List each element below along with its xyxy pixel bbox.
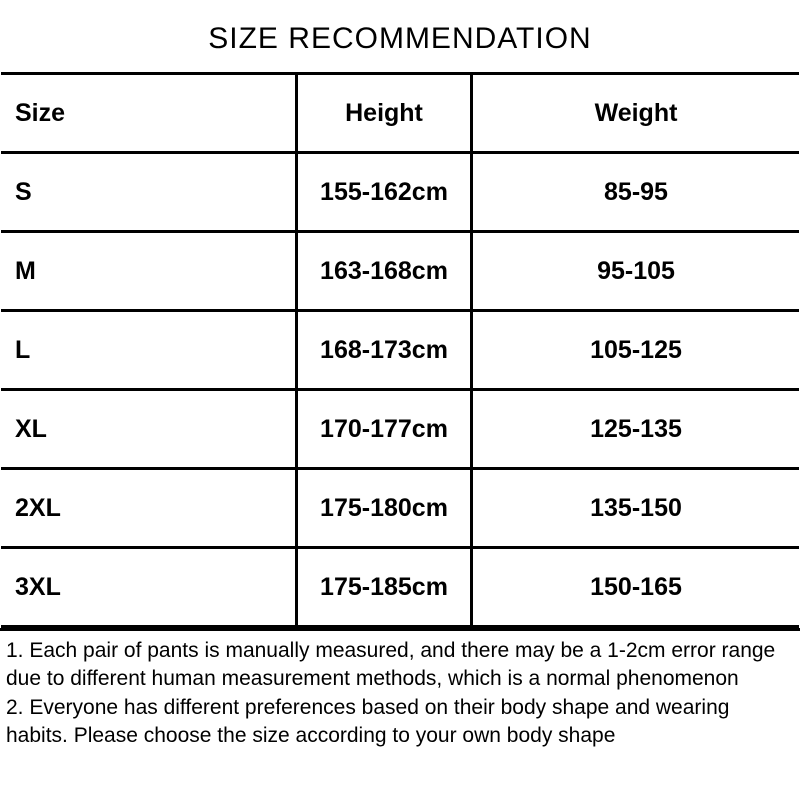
table-row bbox=[1, 548, 799, 627]
cell-weight: 150-165 bbox=[472, 548, 800, 627]
table-row bbox=[1, 469, 799, 548]
note-size-preference: 2. Everyone has different preferences based on their body shape and wearing habits. Please choose the size according to your own body shape bbox=[6, 696, 730, 748]
note-measurement-error: 1. Each pair of pants is manually measured, and there may be a 1-2cm error range due to different human measurement methods, which is a normal phenomenon bbox=[6, 639, 776, 690]
size-table bbox=[1, 72, 799, 628]
cell-weight: 125-135 bbox=[472, 390, 800, 469]
column-header-weight: Weight bbox=[472, 74, 800, 153]
cell-size: 2XL bbox=[1, 469, 297, 548]
cell-height: 175-185cm bbox=[297, 548, 472, 627]
cell-height: 155-162cm bbox=[297, 153, 472, 232]
cell-height: 170-177cm bbox=[297, 390, 472, 469]
column-header-size: Size bbox=[1, 74, 297, 153]
cell-height: 163-168cm bbox=[297, 232, 472, 311]
table-row bbox=[1, 232, 799, 311]
cell-weight: 105-125 bbox=[472, 311, 800, 390]
cell-size: M bbox=[1, 232, 297, 311]
table-row bbox=[1, 153, 799, 232]
table-header-row bbox=[1, 74, 799, 153]
cell-size: L bbox=[1, 311, 297, 390]
column-header-height: Height bbox=[297, 74, 472, 153]
cell-size: XL bbox=[1, 390, 297, 469]
page-title: SIZE RECOMMENDATION bbox=[208, 22, 592, 55]
cell-weight: 135-150 bbox=[472, 469, 800, 548]
cell-height: 168-173cm bbox=[297, 311, 472, 390]
table-row bbox=[1, 311, 799, 390]
table-row bbox=[1, 390, 799, 469]
cell-weight: 85-95 bbox=[472, 153, 800, 232]
cell-height: 175-180cm bbox=[297, 469, 472, 548]
cell-size: 3XL bbox=[1, 548, 297, 627]
cell-weight: 95-105 bbox=[472, 232, 800, 311]
notes-section bbox=[0, 628, 800, 752]
cell-size: S bbox=[1, 153, 297, 232]
